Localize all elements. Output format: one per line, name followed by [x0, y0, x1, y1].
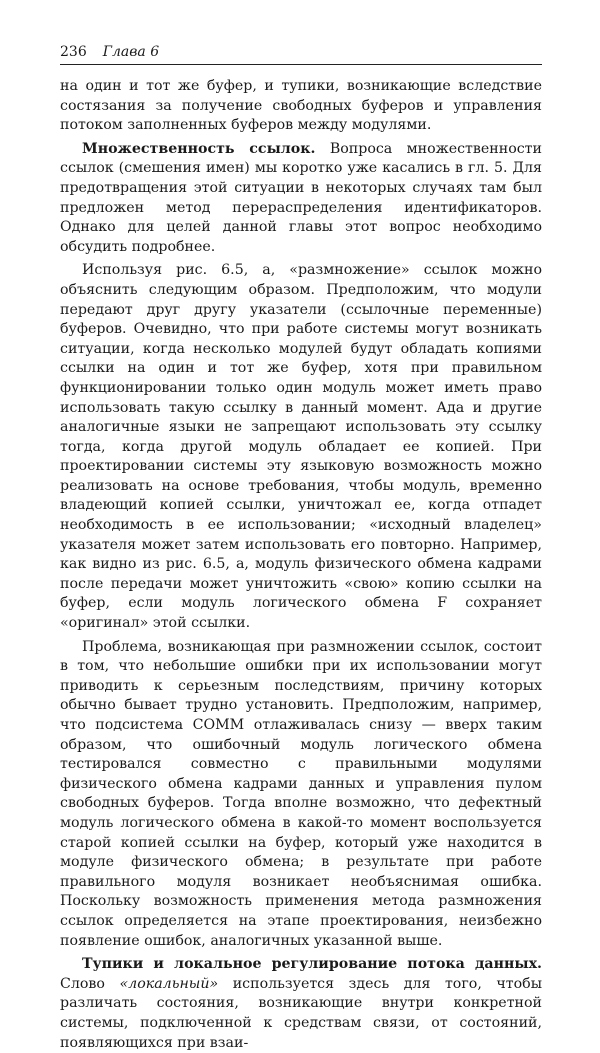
paragraph [60, 140, 542, 258]
paragraph-text: используется здесь для того, чтобы различать состояния, возникающие внутри конкретной системы, подключенной к средствам связи, от состояний, появляющихся при взаи- [60, 975, 542, 1051]
paragraph-text-lead: Слово [60, 975, 105, 992]
body-text [60, 77, 542, 1053]
italic-term: «локальный» [119, 975, 219, 992]
chapter-title: Глава 6 [102, 44, 160, 60]
paragraph-text: Проблема, возникающая при размножении ссылок, состоит в том, что небольшие ошибки при их использовании могут приводить к серьезным последствиям, причину которых обычно бывает трудно установить. Предположим, например, что подсистема COMM отлаживалась снизу — вверх таким образом, что ошибочный модуль логического обмена тестировался совместно с правильными модулями физического обмена кадрами данных и управления пулом свободных буферов. Тогда вполне возможно, что дефектный модуль логического обмена в какой-то момент воспользуется старой копией ссылки на буфер, который уже находится в модуле физического обмена; в результате при работе правильного модуля возникает необъяснимая ошибка. Поскольку возможность применения метода размножения ссылок определяется на этапе проектирования, неизбежно появление ошибок, аналогичных указанной выше. [60, 638, 542, 949]
page-number: 236 [60, 44, 87, 60]
paragraph [60, 261, 542, 633]
running-header [60, 44, 542, 65]
paragraph [60, 77, 542, 136]
paragraph [60, 638, 542, 952]
paragraph-heading: Множественность ссылок. [82, 140, 316, 157]
paragraph [60, 955, 542, 1053]
paragraph-heading: Тупики и локальное регулирование потока данных. [82, 956, 542, 973]
paragraph-text: на один и тот же буфер, и тупики, возникающие вследствие состязания за получение свободных буферов и управления потоком заполненных буферов между модулями. [60, 78, 542, 134]
paragraph-text: Вопроса множественности ссылок (смешения имен) мы коротко уже касались в гл. 5. Для предотвращения этой ситуации в некоторых случаях там был предложен метод перераспределения идентификаторов. Однако для целей данной главы этот вопрос необходимо обсудить подробнее. [60, 140, 542, 255]
paragraph-text: Используя рис. 6.5, а, «размножение» ссылок можно объяснить следующим образом. Предположим, что модули передают друг другу указатели (ссылочные переменные) буферов. Очевидно, что при работе системы могут возникать ситуации, когда несколько модулей будут обладать копиями ссылки на один и тот же буфер, хотя при правильном функционировании только один модуль может иметь право использовать такую ссылку в данный момент. Ада и другие аналогичные языки не запрещают использовать эту ссылку тогда, когда другой модуль обладает ее копией. При проектировании системы эту языковую возможность можно реализовать на основе требования, чтобы модуль, временно владеющий копией ссылки, уничтожал ее, когда отпадет необходимость в ее использовании; «исходный владелец» указателя может затем использовать его повторно. Например, как видно из рис. 6.5, а, модуль физического обмена кадрами после передачи может уничтожить «свою» копию ссылки на буфер, если модуль логического обмена F сохраняет «оригинал» этой ссылки. [60, 262, 542, 632]
book-page [60, 44, 542, 1053]
